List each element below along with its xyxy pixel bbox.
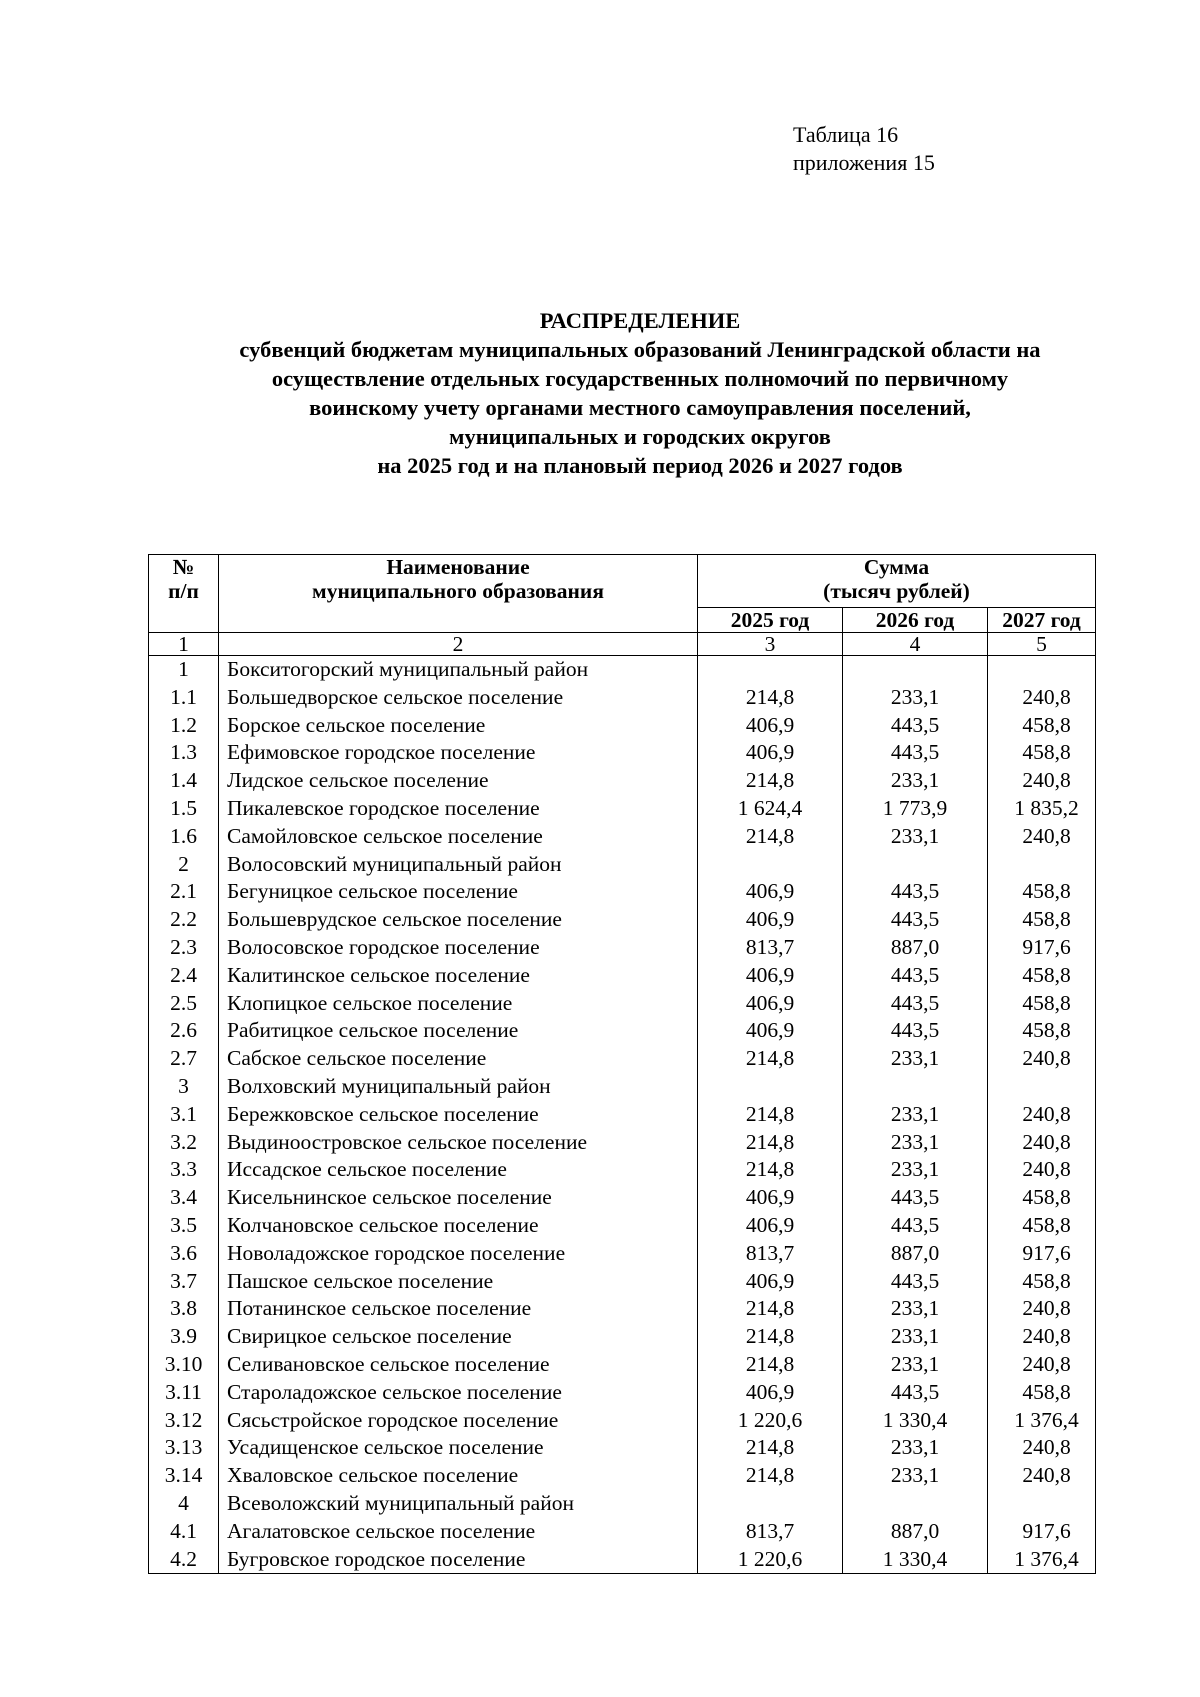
heading-line: субвенций бюджетам муниципальных образований Ленинградской области на: [239, 337, 1041, 362]
column-number-3: 3: [698, 633, 843, 656]
amount-2027: 458,8: [988, 1268, 1096, 1296]
amount-2025: 214,8: [698, 1351, 843, 1379]
amount-2026: 443,5: [843, 1017, 988, 1045]
amount-2026: 887,0: [843, 1240, 988, 1268]
amount-2027: 917,6: [988, 1518, 1096, 1546]
table-row: [149, 1212, 1096, 1240]
row-number: 2.4: [149, 962, 219, 990]
column-number-5: 5: [988, 633, 1096, 656]
row-number: 2.5: [149, 990, 219, 1018]
amount-2025: [698, 1490, 843, 1518]
municipality-name: Волосовское городское поселение: [219, 934, 698, 962]
amount-2026: 443,5: [843, 962, 988, 990]
table-row: [149, 1156, 1096, 1184]
amount-2027: 458,8: [988, 1212, 1096, 1240]
municipality-name: Ефимовское городское поселение: [219, 739, 698, 767]
municipality-name: Свирицкое сельское поселение: [219, 1323, 698, 1351]
table-header: [149, 555, 1096, 656]
municipality-name: Борское сельское поселение: [219, 712, 698, 740]
table-row: [149, 1462, 1096, 1490]
amount-2025: 406,9: [698, 878, 843, 906]
row-number: 3.8: [149, 1295, 219, 1323]
amount-2026: 233,1: [843, 684, 988, 712]
amount-2026: 443,5: [843, 1268, 988, 1296]
row-number: 3.4: [149, 1184, 219, 1212]
amount-2027: 1 835,2: [988, 795, 1096, 823]
appendix-number: приложения 15: [793, 150, 935, 175]
row-number: 3.7: [149, 1268, 219, 1296]
amount-2027: 1 376,4: [988, 1546, 1096, 1574]
municipality-name: Хваловское сельское поселение: [219, 1462, 698, 1490]
municipality-name: Новоладожское городское поселение: [219, 1240, 698, 1268]
amount-2027: 240,8: [988, 1434, 1096, 1462]
municipality-name: Клопицкое сельское поселение: [219, 990, 698, 1018]
municipality-name: Большеврудское сельское поселение: [219, 906, 698, 934]
table-row: [149, 934, 1096, 962]
amount-2026: 443,5: [843, 990, 988, 1018]
municipality-name: Потанинское сельское поселение: [219, 1295, 698, 1323]
header-name-line2: муниципального образования: [312, 579, 604, 603]
amount-2027: 240,8: [988, 767, 1096, 795]
municipality-name: Самойловское сельское поселение: [219, 823, 698, 851]
amount-2027: 458,8: [988, 739, 1096, 767]
municipality-name: Бережковское сельское поселение: [219, 1101, 698, 1129]
municipality-name: Сясьстройское городское поселение: [219, 1407, 698, 1435]
municipality-name: Большедворское сельское поселение: [219, 684, 698, 712]
municipality-name: Пикалевское городское поселение: [219, 795, 698, 823]
amount-2025: [698, 851, 843, 879]
municipality-name: Бегуницкое сельское поселение: [219, 878, 698, 906]
table-body: [149, 656, 1096, 1574]
header-name-line1: Наименование: [386, 555, 530, 579]
table-row: [149, 823, 1096, 851]
amount-2027: [988, 1073, 1096, 1101]
amount-2025: 214,8: [698, 1434, 843, 1462]
municipality-name: Староладожское сельское поселение: [219, 1379, 698, 1407]
row-number: 1.2: [149, 712, 219, 740]
header-number-abbr: п/п: [168, 579, 199, 603]
header-sum-line1: Сумма: [863, 555, 930, 579]
amount-2027: 240,8: [988, 1351, 1096, 1379]
amount-2026: 443,5: [843, 906, 988, 934]
distribution-table: [148, 554, 1096, 1574]
amount-2026: 887,0: [843, 1518, 988, 1546]
amount-2027: 240,8: [988, 1462, 1096, 1490]
row-number: 3.14: [149, 1462, 219, 1490]
row-number: 3.13: [149, 1434, 219, 1462]
amount-2025: 406,9: [698, 906, 843, 934]
municipality-name: Всеволожский муниципальный район: [219, 1490, 698, 1518]
municipality-name: Иссадское сельское поселение: [219, 1156, 698, 1184]
appendix-reference: [793, 121, 935, 177]
row-number: 4: [149, 1490, 219, 1518]
table-row: [149, 1379, 1096, 1407]
amount-2025: 214,8: [698, 1129, 843, 1157]
table-row: [149, 1295, 1096, 1323]
row-number: 2.6: [149, 1017, 219, 1045]
table-number: Таблица 16: [793, 122, 899, 147]
amount-2026: 443,5: [843, 739, 988, 767]
amount-2025: 214,8: [698, 684, 843, 712]
amount-2025: 214,8: [698, 1045, 843, 1073]
amount-2026: 233,1: [843, 1462, 988, 1490]
amount-2027: 458,8: [988, 1379, 1096, 1407]
amount-2025: 214,8: [698, 1156, 843, 1184]
table-row: [149, 1073, 1096, 1101]
table-row: [149, 1407, 1096, 1435]
heading-title: РАСПРЕДЕЛЕНИЕ: [539, 308, 741, 333]
row-number: 1.6: [149, 823, 219, 851]
row-number: 3.12: [149, 1407, 219, 1435]
municipality-name: Выдиноостровское сельское поселение: [219, 1129, 698, 1157]
table-row: [149, 851, 1096, 879]
amount-2026: 233,1: [843, 1045, 988, 1073]
amount-2027: 458,8: [988, 878, 1096, 906]
amount-2026: 233,1: [843, 1323, 988, 1351]
column-number-1: 1: [149, 633, 219, 656]
header-year-2025: 2025 год: [698, 608, 843, 633]
amount-2025: 214,8: [698, 1462, 843, 1490]
amount-2026: 233,1: [843, 1295, 988, 1323]
municipality-name: Кисельнинское сельское поселение: [219, 1184, 698, 1212]
municipality-name: Усадищенское сельское поселение: [219, 1434, 698, 1462]
amount-2026: 1 773,9: [843, 795, 988, 823]
amount-2025: 214,8: [698, 1295, 843, 1323]
municipality-name: Бокситогорский муниципальный район: [219, 656, 698, 684]
table-row: [149, 1184, 1096, 1212]
amount-2025: 214,8: [698, 823, 843, 851]
amount-2025: [698, 1073, 843, 1101]
header-sum-line2: (тысяч рублей): [823, 579, 970, 603]
row-number: 2.7: [149, 1045, 219, 1073]
row-number: 2: [149, 851, 219, 879]
amount-2027: [988, 656, 1096, 684]
amount-2026: 233,1: [843, 1156, 988, 1184]
amount-2026: 1 330,4: [843, 1546, 988, 1574]
municipality-name: Колчановское сельское поселение: [219, 1212, 698, 1240]
amount-2026: 443,5: [843, 1212, 988, 1240]
amount-2027: 458,8: [988, 1184, 1096, 1212]
amount-2025: 406,9: [698, 1017, 843, 1045]
amount-2027: 240,8: [988, 1156, 1096, 1184]
amount-2025: 813,7: [698, 1518, 843, 1546]
amount-2025: 214,8: [698, 1323, 843, 1351]
table-row: [149, 795, 1096, 823]
table-row: [149, 656, 1096, 684]
row-number: 2.2: [149, 906, 219, 934]
row-number: 1.3: [149, 739, 219, 767]
table-row: [149, 767, 1096, 795]
table-row: [149, 1546, 1096, 1574]
amount-2025: 214,8: [698, 767, 843, 795]
amount-2025: 406,9: [698, 739, 843, 767]
amount-2025: 406,9: [698, 1184, 843, 1212]
amount-2025: 1 220,6: [698, 1407, 843, 1435]
row-number: 3.6: [149, 1240, 219, 1268]
table-row: [149, 990, 1096, 1018]
amount-2025: 406,9: [698, 962, 843, 990]
table-row: [149, 1240, 1096, 1268]
municipality-name: Калитинское сельское поселение: [219, 962, 698, 990]
row-number: 1.4: [149, 767, 219, 795]
row-number: 4.1: [149, 1518, 219, 1546]
amount-2027: 458,8: [988, 962, 1096, 990]
amount-2026: 233,1: [843, 1351, 988, 1379]
header-number-sign: №: [172, 555, 195, 579]
table-row: [149, 1518, 1096, 1546]
document-heading: [140, 306, 1140, 480]
table-row: [149, 712, 1096, 740]
row-number: 2.1: [149, 878, 219, 906]
amount-2026: 233,1: [843, 1129, 988, 1157]
header-name: [219, 555, 698, 633]
table-row: [149, 1434, 1096, 1462]
table-row: [149, 684, 1096, 712]
amount-2027: [988, 1490, 1096, 1518]
amount-2026: 233,1: [843, 823, 988, 851]
column-number-2: 2: [219, 633, 698, 656]
table-row: [149, 1268, 1096, 1296]
amount-2027: [988, 851, 1096, 879]
column-number-4: 4: [843, 633, 988, 656]
amount-2025: 1 220,6: [698, 1546, 843, 1574]
row-number: 4.2: [149, 1546, 219, 1574]
amount-2025: 1 624,4: [698, 795, 843, 823]
row-number: 1.5: [149, 795, 219, 823]
amount-2025: 813,7: [698, 934, 843, 962]
amount-2026: [843, 1073, 988, 1101]
municipality-name: Пашское сельское поселение: [219, 1268, 698, 1296]
table-row: [149, 1045, 1096, 1073]
table-row: [149, 962, 1096, 990]
heading-line: осуществление отдельных государственных полномочий по первичному: [271, 366, 1009, 391]
header-number: [149, 555, 219, 633]
amount-2025: 406,9: [698, 1268, 843, 1296]
amount-2025: 406,9: [698, 712, 843, 740]
row-number: 3.3: [149, 1156, 219, 1184]
row-number: 2.3: [149, 934, 219, 962]
amount-2026: [843, 656, 988, 684]
municipality-name: Волосовский муниципальный район: [219, 851, 698, 879]
municipality-name: Селивановское сельское поселение: [219, 1351, 698, 1379]
amount-2026: 233,1: [843, 1434, 988, 1462]
amount-2025: 406,9: [698, 990, 843, 1018]
amount-2027: 240,8: [988, 1295, 1096, 1323]
amount-2026: 887,0: [843, 934, 988, 962]
row-number: 3.2: [149, 1129, 219, 1157]
amount-2027: 458,8: [988, 1017, 1096, 1045]
amount-2026: 443,5: [843, 1184, 988, 1212]
amount-2027: 240,8: [988, 823, 1096, 851]
amount-2027: 458,8: [988, 990, 1096, 1018]
table-row: [149, 1490, 1096, 1518]
heading-line: на 2025 год и на плановый период 2026 и 2027 годов: [377, 453, 903, 478]
amount-2025: 406,9: [698, 1379, 843, 1407]
row-number: 3.5: [149, 1212, 219, 1240]
amount-2026: 233,1: [843, 1101, 988, 1129]
amount-2026: 1 330,4: [843, 1407, 988, 1435]
table-row: [149, 1101, 1096, 1129]
amount-2025: 406,9: [698, 1212, 843, 1240]
municipality-name: Сабское сельское поселение: [219, 1045, 698, 1073]
table-row: [149, 1323, 1096, 1351]
amount-2027: 240,8: [988, 1045, 1096, 1073]
row-number: 1: [149, 656, 219, 684]
amount-2026: [843, 851, 988, 879]
heading-line: воинскому учету органами местного самоуправления поселений,: [309, 395, 971, 420]
amount-2026: [843, 1490, 988, 1518]
amount-2027: 458,8: [988, 712, 1096, 740]
header-year-2026: 2026 год: [843, 608, 988, 633]
amount-2025: 214,8: [698, 1101, 843, 1129]
heading-line: муниципальных и городских округов: [449, 424, 831, 449]
amount-2027: 917,6: [988, 934, 1096, 962]
row-number: 1.1: [149, 684, 219, 712]
amount-2027: 240,8: [988, 1323, 1096, 1351]
table-row: [149, 878, 1096, 906]
table-row: [149, 1017, 1096, 1045]
amount-2026: 233,1: [843, 767, 988, 795]
row-number: 3.9: [149, 1323, 219, 1351]
row-number: 3.11: [149, 1379, 219, 1407]
row-number: 3.1: [149, 1101, 219, 1129]
amount-2027: 240,8: [988, 1101, 1096, 1129]
amount-2027: 240,8: [988, 1129, 1096, 1157]
municipality-name: Бугровское городское поселение: [219, 1546, 698, 1574]
amount-2026: 443,5: [843, 712, 988, 740]
header-year-2027: 2027 год: [988, 608, 1096, 633]
amount-2026: 443,5: [843, 1379, 988, 1407]
table-row: [149, 1351, 1096, 1379]
table-row: [149, 906, 1096, 934]
header-sum: [698, 555, 1096, 608]
row-number: 3.10: [149, 1351, 219, 1379]
amount-2027: 458,8: [988, 906, 1096, 934]
table-row: [149, 739, 1096, 767]
table-row: [149, 1129, 1096, 1157]
municipality-name: Агалатовское сельское поселение: [219, 1518, 698, 1546]
amount-2027: 240,8: [988, 684, 1096, 712]
amount-2026: 443,5: [843, 878, 988, 906]
amount-2027: 917,6: [988, 1240, 1096, 1268]
row-number: 3: [149, 1073, 219, 1101]
amount-2025: [698, 656, 843, 684]
amount-2025: 813,7: [698, 1240, 843, 1268]
municipality-name: Лидское сельское поселение: [219, 767, 698, 795]
municipality-name: Рабитицкое сельское поселение: [219, 1017, 698, 1045]
municipality-name: Волховский муниципальный район: [219, 1073, 698, 1101]
amount-2027: 1 376,4: [988, 1407, 1096, 1435]
